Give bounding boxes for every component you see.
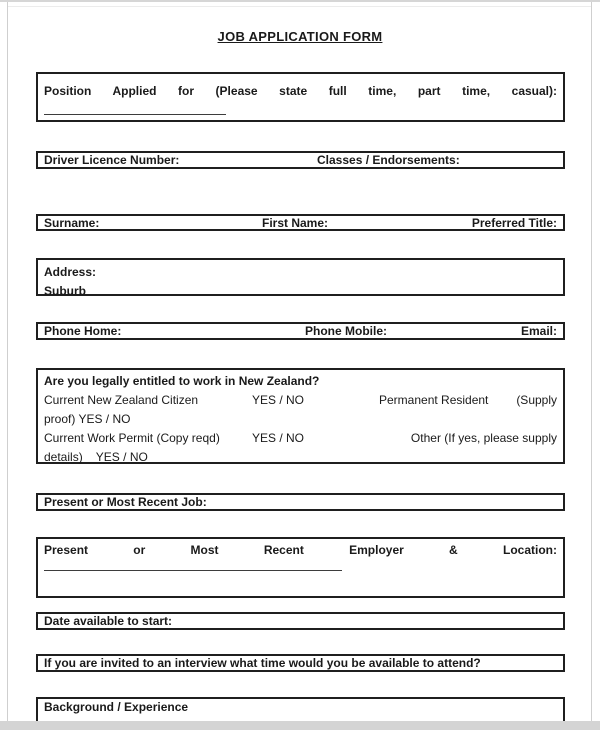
address-box	[36, 258, 565, 296]
page-right-edge	[591, 2, 592, 721]
interview-availability-label: If you are invited to an interview what time would you be available to attend?	[44, 656, 481, 670]
first-name-label: First Name:	[262, 216, 329, 230]
background-experience-label: Background / Experience	[44, 700, 189, 714]
permanent-resident-cont: (Supply	[516, 393, 557, 407]
other-label: Other (If yes, please supply	[410, 431, 557, 445]
permanent-resident-label: Permanent Resident	[379, 393, 489, 407]
name-row	[36, 214, 565, 231]
page-title: JOB APPLICATION FORM	[217, 29, 383, 44]
page-top-edge	[0, 0, 600, 2]
interview-availability-row	[36, 654, 565, 672]
driver-licence-row	[36, 151, 565, 169]
page-top-edge-shadow	[8, 6, 592, 7]
page-left-edge	[7, 2, 8, 721]
employer-location-box	[36, 537, 565, 598]
employer-blank-write-line	[44, 570, 342, 571]
permanent-resident-wrap-line: proof) YES / NO	[44, 412, 131, 426]
phone-home-label: Phone Home:	[44, 324, 122, 338]
contact-row	[36, 322, 565, 340]
position-applied-label: Position Applied for (Please state full time, part time, casual):	[44, 84, 557, 98]
surname-label: Surname:	[44, 216, 100, 230]
recent-job-row	[36, 493, 565, 511]
classes-endorsements-label: Classes / Endorsements:	[317, 153, 460, 167]
position-applied-box	[36, 72, 565, 122]
preferred-title-label: Preferred Title:	[471, 216, 557, 230]
driver-licence-number-label: Driver Licence Number:	[44, 153, 180, 167]
suburb-label: Suburb	[44, 284, 86, 298]
address-label: Address:	[44, 265, 97, 279]
email-label: Email:	[520, 324, 557, 338]
citizen-label: Current New Zealand Citizen	[44, 393, 199, 407]
work-eligibility-box	[36, 368, 565, 464]
work-permit-label: Current Work Permit (Copy reqd)	[44, 431, 220, 445]
page-bottom-edge	[0, 721, 600, 730]
other-wrap-line: details) YES / NO	[44, 450, 148, 464]
start-date-row	[36, 612, 565, 630]
phone-mobile-label: Phone Mobile:	[305, 324, 387, 338]
citizen-yes-no: YES / NO	[252, 393, 305, 407]
start-date-label: Date available to start:	[44, 614, 173, 628]
position-blank-write-line	[44, 114, 226, 115]
work-eligibility-heading: Are you legally entitled to work in New Zealand?	[44, 374, 320, 388]
work-permit-line	[44, 429, 557, 448]
recent-job-label: Present or Most Recent Job:	[44, 495, 207, 509]
employer-location-label: Present or Most Recent Employer & Location:	[44, 543, 557, 557]
citizen-line	[44, 391, 557, 410]
work-permit-yes-no: YES / NO	[252, 431, 305, 445]
